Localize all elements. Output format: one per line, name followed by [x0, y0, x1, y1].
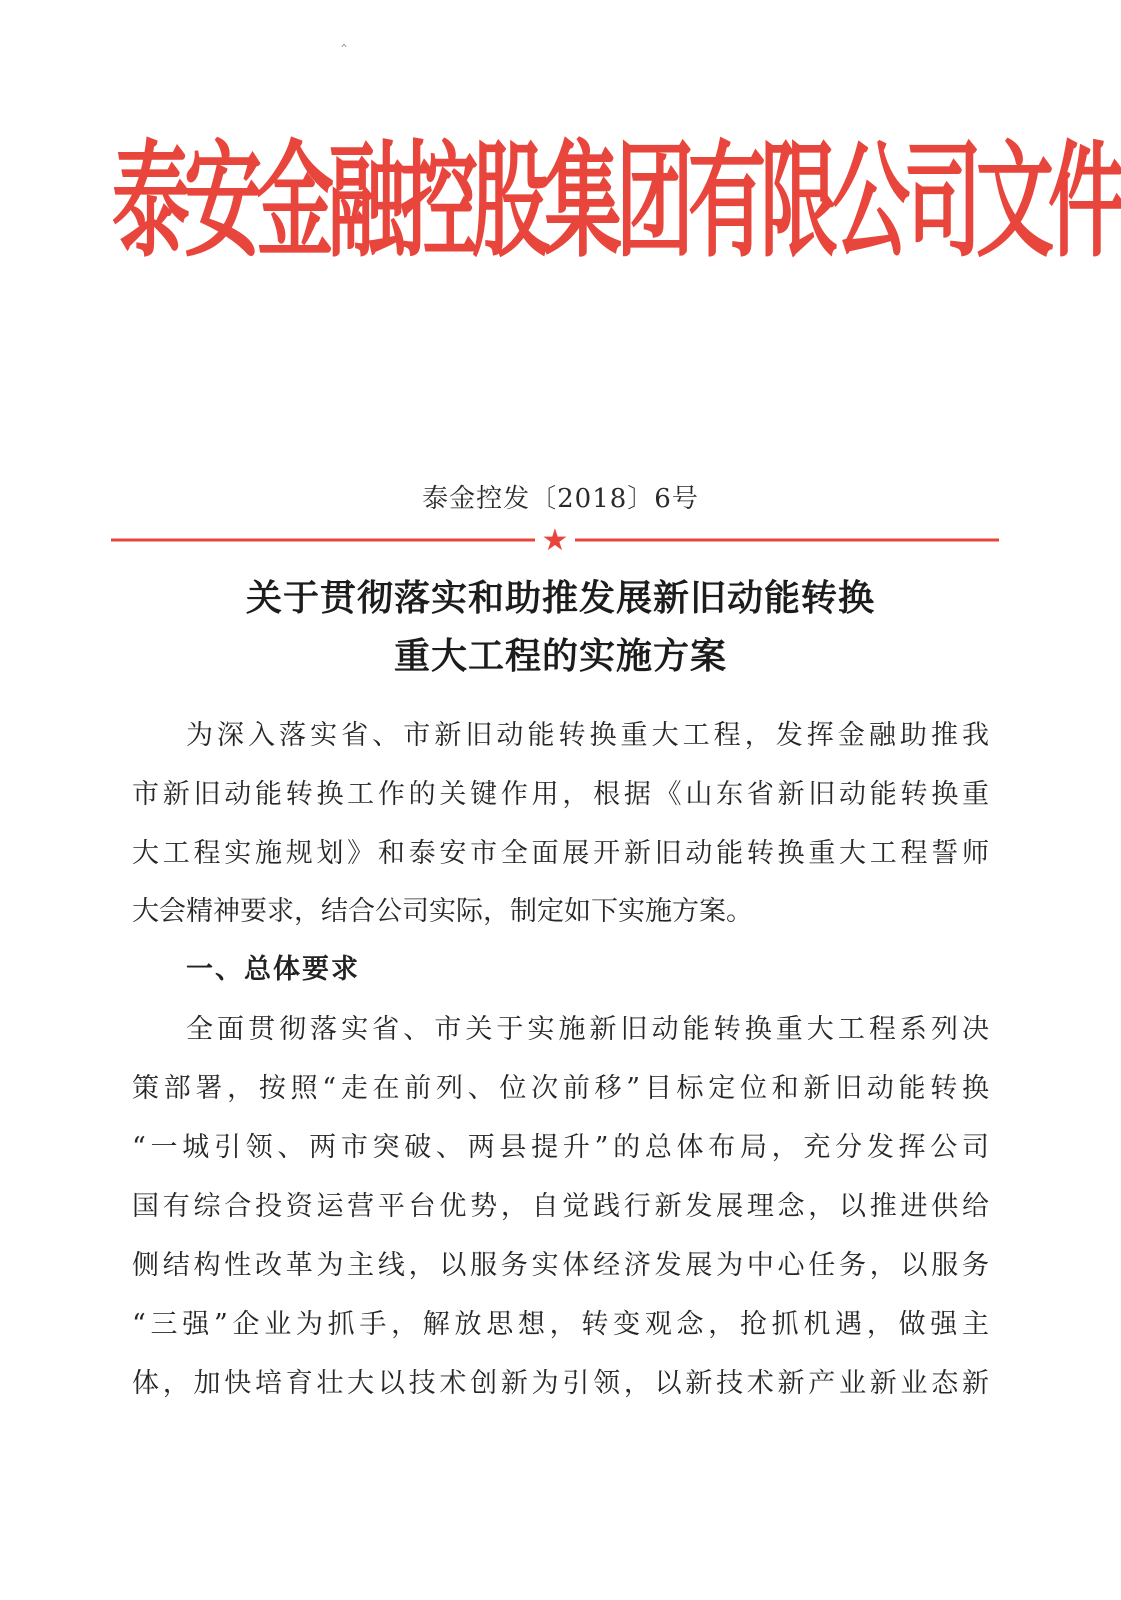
star-icon: ★ — [541, 524, 569, 554]
paragraph-line: “一城引领、两市突破、两县提升”的总体布局，充分发挥公司 — [132, 1132, 989, 1163]
paragraph-line: “三强”企业为抓手，解放思想，转变观念，抢抓机遇，做强主 — [132, 1309, 989, 1340]
issuer-header: 泰安金融控股集团有限公司文件 — [112, 131, 1121, 275]
document-number: 泰金控发〔2018〕6号 — [422, 484, 699, 514]
red-divider-with-star — [111, 524, 999, 554]
paragraph-line: 大会精神要求，结合公司实际，制定如下实施方案。 — [132, 896, 753, 927]
paragraph-line: 为深入落实省、市新旧动能转换重大工程，发挥金融助推我 — [186, 720, 989, 751]
paragraph-line: 体，加快培育壮大以技术创新为引领，以新技术新产业新业态新 — [132, 1368, 989, 1399]
scan-mark: ˆ — [340, 42, 348, 61]
document-title-line-1: 关于贯彻落实和助推发展新旧动能转换 — [245, 577, 875, 619]
paragraph-line: 国有综合投资运营平台优势，自觉践行新发展理念，以推进供给 — [132, 1191, 989, 1222]
paragraph-line: 策部署，按照“走在前列、位次前移”目标定位和新旧动能转换 — [132, 1073, 989, 1104]
paragraph-line: 市新旧动能转换工作的关键作用，根据《山东省新旧动能转换重 — [132, 779, 989, 810]
paragraph-line: 侧结构性改革为主线，以服务实体经济发展为中心任务，以服务 — [132, 1250, 989, 1281]
section-heading: 一、总体要求 — [186, 954, 360, 985]
document-title-line-2: 重大工程的实施方案 — [393, 635, 727, 677]
paragraph-line: 大工程实施规划》和泰安市全面展开新旧动能转换重大工程誓师 — [132, 838, 989, 869]
paragraph-line: 全面贯彻落实省、市关于实施新旧动能转换重大工程系列决 — [186, 1014, 989, 1045]
